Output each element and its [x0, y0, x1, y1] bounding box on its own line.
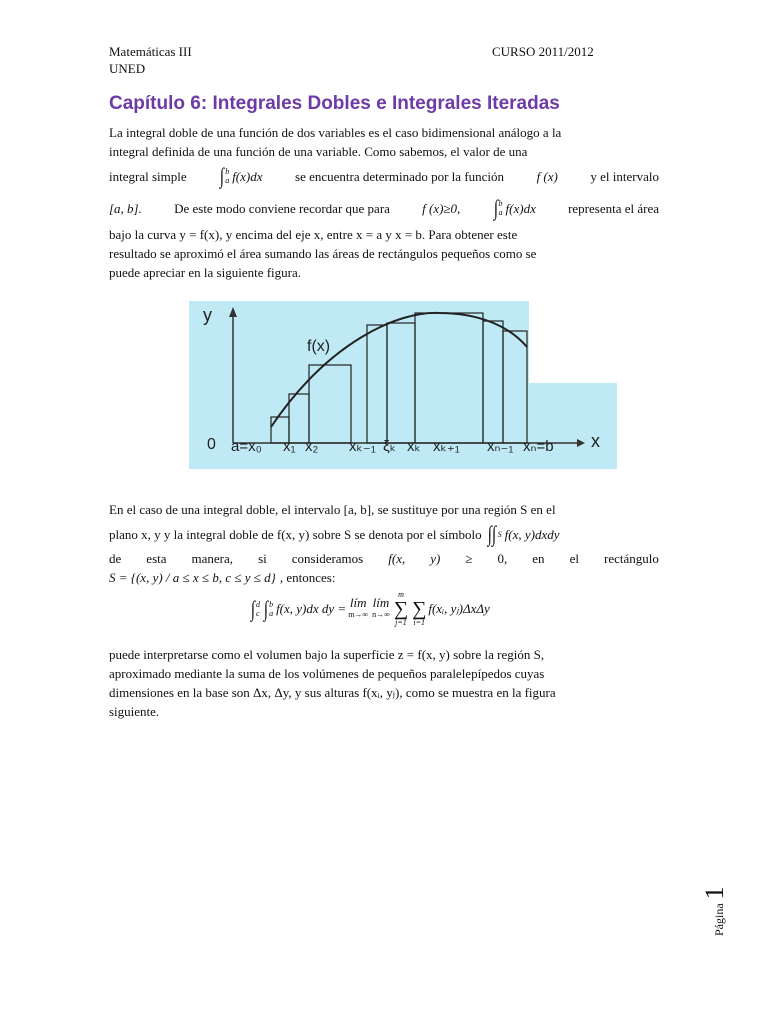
tick-label: xₖ [407, 438, 421, 455]
riemann-rect [289, 394, 309, 443]
origin-label: 0 [207, 436, 216, 453]
text-line: plano x, y y la integral doble de f(x, y) sobre S se denota por el símbolo ∫∫ S f(x, y)dxdy [109, 521, 560, 546]
double-integral-symbol: ∫∫ S f(x, y)dxdy [487, 521, 560, 546]
header-year: CURSO 2011/2012 [492, 44, 594, 59]
text-line: La integral doble de una función de dos variables es el caso bidimensional análogo a la [109, 125, 562, 140]
riemann-rect [387, 323, 415, 443]
text-line: aproximado mediante la suma de los volúmenes de pequeños paralelepípedos cuyas [109, 666, 545, 681]
simple-integral: ∫ b a f(x)dx [493, 195, 536, 220]
y-axis-label: y [203, 305, 212, 325]
text-line: [a, b]. De este modo conviene recordar que para f (x)≥0, ∫ b a f(x)dx representa el área [109, 195, 659, 220]
riemann-rect [309, 365, 351, 443]
tick-label: xₖ₋₁ [349, 438, 376, 455]
text-line: puede apreciar en la siguiente figura. [109, 265, 302, 280]
header-institution: UNED [109, 61, 146, 76]
figure-white-corner [529, 301, 617, 383]
page-number-footer [700, 880, 729, 940]
double-sum-formula: ∫ d c ∫ b a f(x, y)dx dy = lím m→∞ lím n→∞ m ∑ j=1 ∑ i=1 f(xᵢ, yⱼ)ΔxΔy [250, 590, 490, 627]
riemann-rect [415, 313, 483, 443]
page-label: Página [712, 903, 726, 936]
riemann-sum-diagram [189, 301, 617, 469]
text-line: dimensiones en la base son Δx, Δy, y sus alturas f(xᵢ, yⱼ), como se muestra en la figura [109, 685, 556, 700]
simple-integral: ∫ b a f(x)dx [220, 163, 263, 188]
curve-label: f(x) [307, 338, 331, 355]
paragraph-intro [109, 123, 659, 282]
text-line: de esta manera, si consideramos f(x, y) ≥ 0, en el rectángulo [109, 551, 659, 566]
text-line: S = {(x, y) / a ≤ x ≤ b, c ≤ y ≤ d} , entonces: [109, 570, 336, 585]
text-line: En el caso de una integral doble, el intervalo [a, b], se sustituye por una región S en el [109, 502, 556, 517]
tick-label: x₂ [305, 438, 319, 455]
riemann-sum-figure [189, 301, 617, 469]
text-line: integral simple ∫ b a f(x)dx se encuentra determinado por la función f (x) y el intervalo [109, 163, 659, 188]
chapter-title: Capítulo 6: Integrales Dobles e Integrales Iteradas [109, 93, 560, 114]
y-axis-arrow [229, 307, 237, 317]
riemann-rect [503, 331, 527, 443]
riemann-rect [367, 325, 387, 443]
paragraph-double-integral [109, 500, 659, 587]
text-line: siguiente. [109, 704, 160, 719]
paragraph-volume [109, 645, 659, 721]
riemann-rect [483, 321, 503, 443]
tick-label: a=x₀ [231, 438, 262, 455]
tick-label: ξₖ [383, 438, 397, 455]
header-course: Matemáticas III [109, 44, 192, 59]
text-line: bajo la curva y = f(x), y encima del eje x, entre x = a y x = b. Para obtener este [109, 227, 518, 242]
page-number: 1 [700, 886, 729, 900]
tick-label: xₙ₋₁ [487, 438, 514, 455]
tick-label: x₁ [283, 438, 296, 455]
tick-label: xₙ=b [523, 438, 554, 455]
text-line: resultado se aproximó el área sumando las áreas de rectángulos pequeños como se [109, 246, 537, 261]
text-line: integral definida de una función de una variable. Como sabemos, el valor de una [109, 144, 528, 159]
tick-label: xₖ₊₁ [433, 438, 460, 455]
text-line: puede interpretarse como el volumen bajo la superficie z = f(x, y) sobre la región S, [109, 647, 545, 662]
x-axis-label: x [591, 431, 600, 451]
x-axis-arrow [577, 439, 585, 447]
rectangle-definition: S = {(x, y) / a ≤ x ≤ b, c ≤ y ≤ d} [109, 570, 276, 585]
